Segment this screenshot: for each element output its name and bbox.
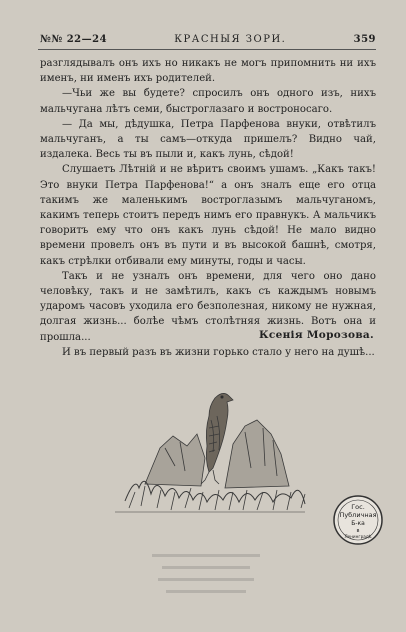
paragraph: — Да мы, дѣдушка, Петра Парфенова внуки, отвѣтилъ мальчуганъ, а ты самъ—откуда пришелъ? Видно чай, издалека. Весь ты въ пыли и, какъ лунь, сѣдой! — [40, 118, 376, 161]
header-rule — [38, 49, 376, 50]
story-text — [40, 56, 376, 360]
issue-number: №№ 22—24 — [40, 34, 108, 45]
page-number: 359 — [353, 34, 376, 45]
paragraph: разглядывалъ онъ ихъ но никакъ не могъ припомнить ни ихъ именъ, ни именъ ихъ родителей. — [40, 58, 376, 85]
journal-title: КРАСНЫЯ ЗОРИ. — [174, 34, 287, 45]
stamp-text: Публичная — [339, 511, 377, 519]
running-header — [40, 34, 376, 45]
library-stamp — [332, 494, 384, 546]
stamp-text: Гос. — [351, 503, 365, 511]
paragraph: Слушаетъ Лѣтній и не вѣритъ своимъ ушамъ. „Какъ такъ! Это внуки Петра Парфенова!“ а онъ зналъ еще его отца такимъ же маленькимъ востроглазымъ мальчуганомъ, какимъ теперь стоитъ передъ нимъ его правнукъ. А мальчикъ говоритъ ему что онъ какъ лунь сѣдой! Не мало видно времени провелъ онъ въ пути и въ высокой башнѣ, смотря, какъ стрѣлки отбивали ему минуты, годы и часы. — [40, 164, 376, 267]
paragraph: —Чьи же вы будете? спросилъ онъ одного изъ, нихъ мальчугана лѣтъ семи, быстроглазаго и востроносаго. — [40, 88, 376, 115]
bleed-through-shadow — [146, 548, 266, 608]
hawk-on-rocks-icon — [105, 376, 315, 516]
stamp-text: в — [356, 528, 360, 534]
paragraph: И въ первый разъ въ жизни горько стало у него на душѣ... — [62, 346, 375, 358]
paragraph: Такъ и не узналъ онъ времени, для чего оно дано человѣку, такъ и не замѣтилъ, какъ съ каждымъ новымъ ударомъ часовъ уходила его безполезная, никому не нужная, долгая жизнь... болѣе чѣмъ столѣтняя жизнь. Вотъ она и прошла... — [40, 270, 376, 343]
stamp-text: Б-ка — [351, 520, 365, 527]
stamp-text: Ленинградѣ — [344, 534, 372, 539]
author-signature: Ксенія Морозова. — [259, 329, 374, 341]
